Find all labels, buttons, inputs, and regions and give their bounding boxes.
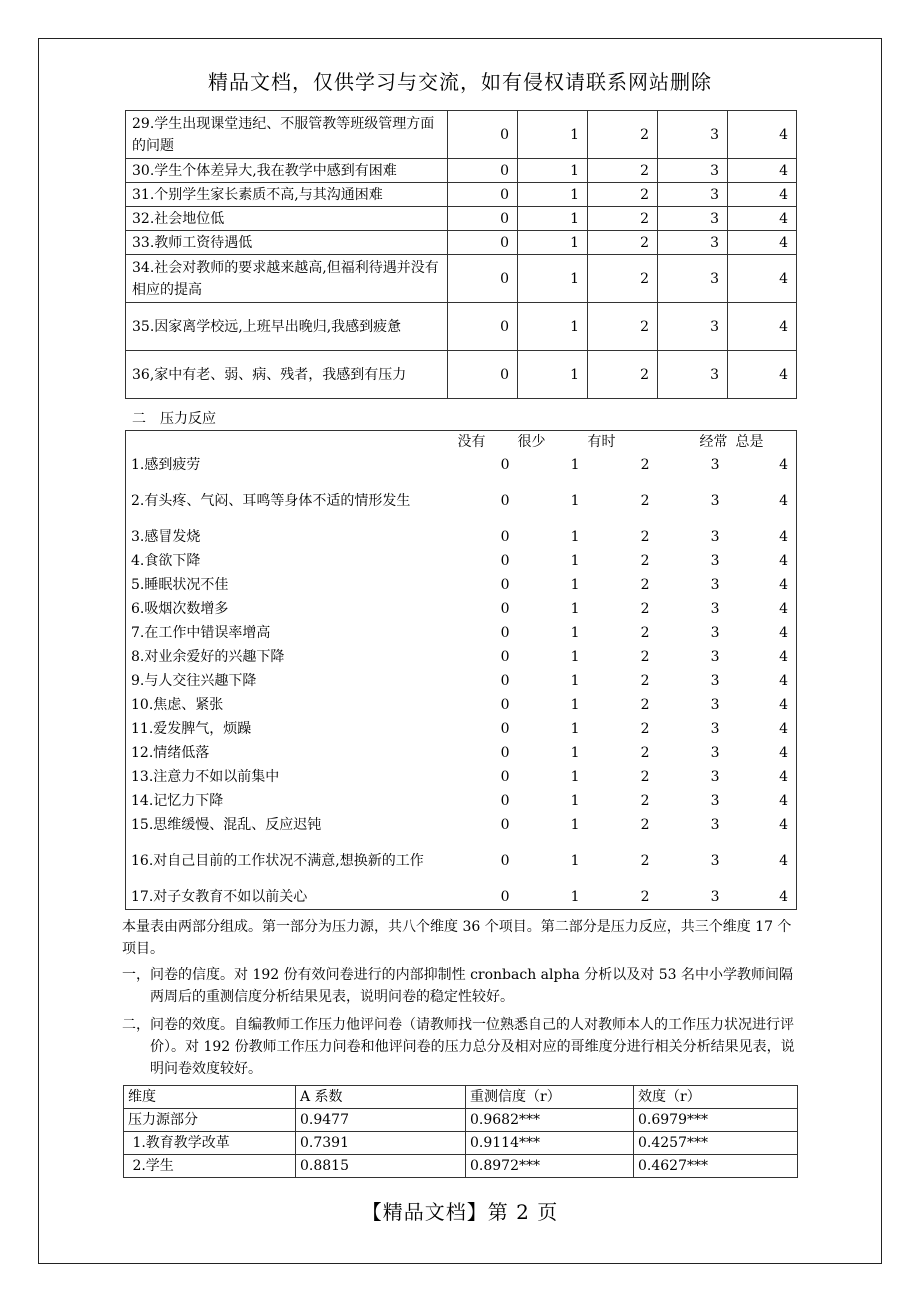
table-row [126,549,797,573]
table-row [126,741,797,765]
score-cell: 0 [448,303,518,351]
score-cell: 1 [570,553,580,569]
score-cell: 0 [500,793,510,809]
score-cell: 0 [500,457,510,473]
score-cell: 4 [779,888,788,905]
value-cell: 0.4627*** [634,1155,798,1178]
score-cell: 1 [570,673,580,689]
score-cell: 2 [588,111,658,159]
score-cell: 0 [448,183,518,207]
table-row [126,789,797,813]
score-cell: 0 [500,649,510,665]
score-cell: 0 [500,625,510,641]
stats-header: A 系数 [296,1086,466,1109]
score-cell: 3 [710,817,720,833]
score-cell: 3 [710,853,720,869]
score-cell: 3 [710,769,720,785]
score-cell: 0 [448,231,518,255]
stats-header: 效度（r） [634,1086,798,1109]
score-cell: 1 [518,303,588,351]
stress-reaction-table [125,430,797,910]
score-cell: 1 [570,817,580,833]
score-cell: 3 [710,673,720,689]
score-cell: 3 [710,721,720,737]
score-cell: 3 [658,183,728,207]
score-cell: 2 [640,745,650,761]
score-cell: 0 [500,493,510,509]
paragraph-reliability: 问卷的信度。对 192 份有效问卷进行的内部抑制性 cronbach alpha 分析以及对 53 名中小学教师间隔两周后的重测信度分析结果见表，说明问卷的稳定性较好。 [150,967,793,1005]
score-cell: 1 [570,577,580,593]
value-cell: 0.9477 [296,1109,466,1132]
scale-header: 很少 [517,434,546,450]
paragraph-validity: 问卷的效度。自编教师工作压力他评问卷（请教师找一位熟悉自己的人对教师本人的工作压力状况进行评价）。对 192 份教师工作压力问卷和他评问卷的压力总分及相对应的哥维度分进行相关分析结果见表，说明问卷效度较好。 [150,1017,795,1077]
score-cell: 2 [640,493,650,509]
score-cell: 1 [570,457,580,473]
table-row [126,717,797,741]
score-cell: 2 [640,577,650,593]
score-cell: 2 [640,601,650,617]
score-cell: 4 [779,493,788,509]
score-cell: 2 [640,649,650,665]
item-label: 13.注意力不如以前集中 [131,769,280,785]
score-cell: 0 [448,351,518,399]
score-cell: 1 [570,769,580,785]
value-cell: 0.9682*** [466,1109,634,1132]
score-cell: 4 [779,745,788,761]
value-cell: 0.7391 [296,1132,466,1155]
score-cell: 4 [779,697,788,713]
item-label: 11.爱发脾气，烦躁 [131,721,252,737]
item-label: 9.与人交往兴趣下降 [131,673,257,689]
item-label: 30.学生个体差异大,我在教学中感到有困难 [126,159,448,183]
score-cell: 0 [448,255,518,303]
score-cell: 1 [518,111,588,159]
score-cell: 0 [448,159,518,183]
score-cell: 4 [779,673,788,689]
scale-header: 总是 [735,434,764,450]
score-cell: 4 [728,207,797,231]
score-cell: 3 [710,888,720,905]
item-label: 14.记忆力下降 [131,793,224,809]
score-cell: 3 [658,303,728,351]
dimension-cell: 压力源部分 [124,1109,296,1132]
item-label: 5.睡眠状况不佳 [131,577,229,593]
score-cell: 2 [640,817,650,833]
score-cell: 4 [779,817,788,833]
stats-header-row [124,1086,798,1109]
score-cell: 4 [728,183,797,207]
score-cell: 3 [710,745,720,761]
table-row [126,693,797,717]
score-cell: 0 [500,601,510,617]
score-cell: 4 [779,529,788,545]
paragraph-prefix: 二， [122,1017,150,1033]
table-row [126,111,797,159]
score-cell: 0 [448,111,518,159]
table-row [126,231,797,255]
score-cell: 0 [500,888,510,905]
section2-title: 二 压力反应 [132,411,216,427]
score-cell: 0 [500,577,510,593]
item-label: 15.思维缓慢、混乱、反应迟钝 [131,817,322,833]
item-label: 2.有头疼、气闷、耳鸣等身体不适的情形发生 [131,493,411,509]
score-cell: 4 [728,111,797,159]
item-label: 10.焦虑、紧张 [131,697,224,713]
table-row [126,885,797,909]
score-cell: 3 [710,577,720,593]
score-cell: 4 [728,159,797,183]
score-cell: 4 [779,721,788,737]
item-label: 34.社会对教师的要求越来越高,但福利待遇并没有相应的提高 [126,255,448,303]
score-cell: 0 [500,817,510,833]
score-cell: 1 [570,697,580,713]
reliability-validity-table [123,1085,798,1178]
score-cell: 3 [710,493,720,509]
score-cell: 4 [779,625,788,641]
score-cell: 0 [500,553,510,569]
score-cell: 2 [640,853,650,869]
value-cell: 0.4257*** [634,1132,798,1155]
table-row [124,1109,798,1132]
item-label: 32.社会地位低 [126,207,448,231]
score-cell: 2 [588,303,658,351]
score-cell: 1 [570,625,580,641]
score-cell: 1 [570,721,580,737]
score-cell: 2 [588,159,658,183]
score-cell: 3 [658,111,728,159]
item-label: 6.吸烟次数增多 [131,601,229,617]
item-label: 7.在工作中错误率增高 [131,625,271,641]
score-cell: 0 [500,769,510,785]
table-row [126,477,797,525]
scale-header: 没有 [457,434,486,450]
score-cell: 1 [570,493,580,509]
score-cell: 2 [588,351,658,399]
score-cell: 3 [710,625,720,641]
score-cell: 3 [658,207,728,231]
score-cell: 3 [710,649,720,665]
score-cell: 2 [640,553,650,569]
score-cell: 0 [500,673,510,689]
score-cell: 1 [570,649,580,665]
score-cell: 3 [710,601,720,617]
score-cell: 4 [779,853,788,869]
table-row [126,525,797,549]
dimension-cell: 2.学生 [124,1155,296,1178]
score-cell: 2 [640,721,650,737]
item-label: 35.因家离学校远,上班早出晚归,我感到疲惫 [126,303,448,351]
item-label: 1.感到疲劳 [131,457,201,473]
table-row [124,1132,798,1155]
score-cell: 2 [640,625,650,641]
table-row [126,837,797,885]
stats-header: 重测信度（r） [466,1086,634,1109]
scale-header: 经常 [699,434,728,450]
table-row [126,351,797,399]
value-cell: 0.8815 [296,1155,466,1178]
score-cell: 2 [640,457,650,473]
score-cell: 2 [640,673,650,689]
score-cell: 1 [570,745,580,761]
score-cell: 4 [728,303,797,351]
item-label: 3.感冒发烧 [131,529,201,545]
table-row [126,255,797,303]
dimension-cell: 1.教育教学改革 [124,1132,296,1155]
scale-header: 有时 [587,434,616,450]
page-header: 精品文档，仅供学习与交流，如有侵权请联系网站删除 [208,70,712,94]
score-cell: 1 [518,183,588,207]
item-label: 8.对业余爱好的兴趣下降 [131,649,285,665]
score-cell: 4 [779,649,788,665]
score-cell: 2 [640,769,650,785]
table-row [126,621,797,645]
score-cell: 2 [640,529,650,545]
score-cell: 0 [500,721,510,737]
item-label: 33.教师工资待遇低 [126,231,448,255]
table-row [126,183,797,207]
score-cell: 1 [570,853,580,869]
item-label: 12.情绪低落 [131,745,210,761]
score-cell: 2 [588,231,658,255]
table-row [126,597,797,621]
score-cell: 2 [640,888,650,905]
score-cell: 3 [658,231,728,255]
stats-header: 维度 [124,1086,296,1109]
value-cell: 0.9114*** [466,1132,634,1155]
score-cell: 2 [588,183,658,207]
score-cell: 1 [518,255,588,303]
score-cell: 2 [588,207,658,231]
score-cell: 4 [779,601,788,617]
item-label: 17.对子女教育不如以前关心 [131,888,308,905]
score-cell: 3 [710,793,720,809]
score-cell: 2 [588,255,658,303]
score-cell: 1 [570,601,580,617]
item-label: 36,家中有老、弱、病、残者，我感到有压力 [126,351,448,399]
score-cell: 2 [640,793,650,809]
item-label: 31.个别学生家长素质不高,与其沟通困难 [126,183,448,207]
score-cell: 1 [518,207,588,231]
score-cell: 3 [710,457,720,473]
score-cell: 1 [518,231,588,255]
score-cell: 2 [640,697,650,713]
score-cell: 4 [728,351,797,399]
paragraph-prefix: 一， [122,967,150,983]
score-cell: 3 [658,255,728,303]
score-cell: 0 [500,853,510,869]
table-row [126,669,797,693]
score-cell: 1 [570,888,580,905]
score-cell: 1 [518,351,588,399]
score-cell: 3 [658,159,728,183]
table-row [126,207,797,231]
score-cell: 4 [779,793,788,809]
table-row [126,813,797,837]
score-cell: 1 [570,793,580,809]
scale-header-row [126,431,797,454]
score-cell: 1 [570,529,580,545]
table-row [126,765,797,789]
score-cell: 3 [710,697,720,713]
score-cell: 3 [658,351,728,399]
table-row [126,453,797,477]
score-cell: 0 [500,745,510,761]
item-label: 16.对自己目前的工作状况不满意,想换新的工作 [131,853,424,869]
table-row [124,1155,798,1178]
value-cell: 0.6979*** [634,1109,798,1132]
score-cell: 4 [779,577,788,593]
table-row [126,159,797,183]
score-cell: 0 [500,529,510,545]
score-cell: 3 [710,553,720,569]
value-cell: 0.8972*** [466,1155,634,1178]
paragraph-intro: 本量表由两部分组成。第一部分为压力源，共八个维度 36 个项目。第二部分是压力反应，共三个维度 17 个项目。 [122,919,792,957]
stressor-table [125,110,797,399]
score-cell: 4 [779,769,788,785]
table-row [126,645,797,669]
item-label: 29.学生出现课堂违纪、不服管教等班级管理方面的问题 [126,111,448,159]
table-row [126,303,797,351]
score-cell: 4 [728,231,797,255]
item-label: 4.食欲下降 [131,553,201,569]
score-cell: 0 [500,697,510,713]
table-row [126,573,797,597]
score-cell: 4 [779,553,788,569]
score-cell: 4 [779,457,788,473]
score-cell: 3 [710,529,720,545]
score-cell: 4 [728,255,797,303]
page-footer: 【精品文档】第 2 页 [361,1200,559,1224]
score-cell: 0 [448,207,518,231]
score-cell: 1 [518,159,588,183]
